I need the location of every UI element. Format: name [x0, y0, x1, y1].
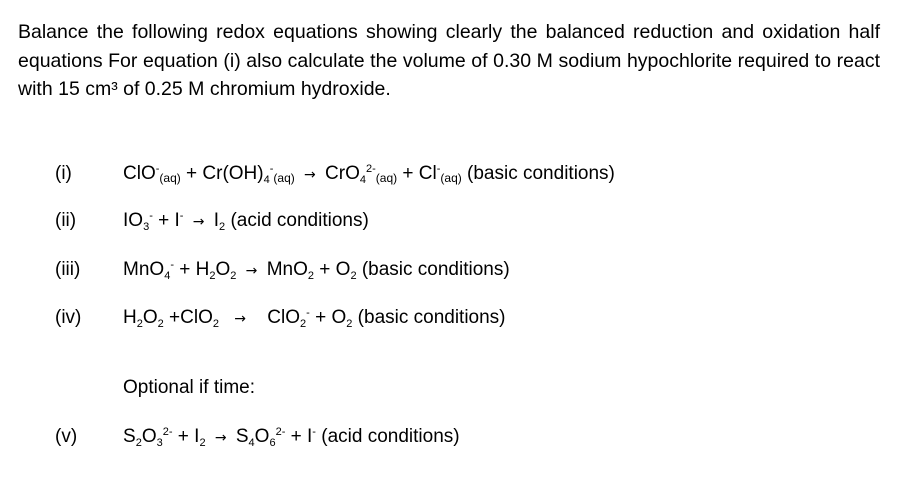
- eq-conditions: (basic conditions): [461, 163, 615, 184]
- optional-heading: Optional if time:: [123, 377, 255, 398]
- eq-text: H: [123, 307, 137, 328]
- eq-text: + I: [285, 426, 313, 447]
- eq-subscript: 2: [209, 270, 216, 282]
- equation-number: (v): [55, 426, 78, 447]
- reaction-arrow-icon: →: [304, 167, 316, 183]
- eq-subscript: 2: [350, 270, 357, 282]
- eq-subscript: 4: [164, 270, 171, 282]
- equation-number: (i): [55, 163, 72, 184]
- eq-subscript: 2: [219, 221, 226, 233]
- eq-text: + O: [314, 259, 351, 280]
- question-text: Balance the following redox equations showing clearly the balanced reduction and oxidation half equations For equation (i) also calculate the volume of 0.30 M sodium hypochlorite required to react with 15 cm³ of 0.25 M chromium hydroxide.: [18, 21, 880, 100]
- eq-subscript: 4: [263, 174, 270, 186]
- eq-text: S: [235, 426, 249, 447]
- eq-text: + I: [152, 210, 180, 231]
- eq-subscript: 4: [248, 437, 255, 449]
- eq-charge: -: [155, 163, 160, 175]
- eq-charge: -: [312, 426, 316, 438]
- eq-text: O: [142, 307, 158, 328]
- eq-text: + O: [309, 307, 347, 328]
- eq-subscript: 2: [307, 270, 314, 282]
- eq-text: O: [141, 426, 157, 447]
- eq-state: (aq): [375, 171, 398, 185]
- eq-charge: -: [179, 210, 184, 222]
- eq-state: (aq): [273, 171, 295, 185]
- reaction-arrow-icon: →: [214, 430, 227, 446]
- equation-number: (ii): [55, 210, 77, 231]
- equation-number: (iii): [55, 259, 81, 280]
- eq-charge: -: [306, 307, 310, 319]
- eq-text: + Cl: [397, 163, 437, 184]
- equation-iii: [123, 256, 510, 285]
- eq-charge: -: [149, 210, 153, 222]
- eq-subscript: 2: [212, 318, 219, 330]
- eq-text: IO: [123, 210, 144, 231]
- eq-text: + I: [172, 426, 200, 447]
- equation-row-v: [0, 423, 914, 451]
- equation-i: [123, 160, 615, 189]
- eq-charge: 2-: [366, 163, 376, 175]
- eq-charge: 2-: [275, 426, 286, 438]
- eq-text: I: [213, 210, 220, 231]
- eq-charge: -: [170, 259, 174, 271]
- eq-subscript: 2: [300, 318, 307, 330]
- eq-subscript: 2: [199, 437, 206, 449]
- eq-subscript: 3: [143, 221, 150, 233]
- eq-text: ClO: [123, 163, 156, 184]
- eq-text: CrO: [325, 163, 360, 184]
- eq-state: (aq): [440, 171, 462, 185]
- eq-subscript: 2: [230, 270, 237, 282]
- eq-text: + H: [173, 259, 210, 280]
- reaction-arrow-icon: →: [234, 311, 247, 327]
- equation-ii: [123, 207, 369, 236]
- eq-subscript: 2: [136, 318, 143, 330]
- eq-text: ClO: [267, 307, 301, 328]
- reaction-arrow-icon: →: [245, 263, 258, 279]
- eq-subscript: 2: [135, 437, 142, 449]
- eq-state: (aq): [159, 171, 181, 185]
- equation-row-iv: [0, 304, 914, 332]
- eq-conditions: (acid conditions): [225, 210, 369, 231]
- eq-subscript: 2: [157, 318, 164, 330]
- eq-text: +ClO: [163, 307, 213, 328]
- eq-charge: -: [269, 163, 274, 175]
- equation-iv: [123, 304, 506, 333]
- equation-v: [123, 423, 460, 452]
- eq-text: O: [254, 426, 270, 447]
- equation-row-ii: [0, 207, 914, 235]
- equation-number: (iv): [55, 307, 82, 328]
- eq-text: MnO: [123, 259, 165, 280]
- eq-subscript: 4: [359, 174, 366, 186]
- equation-row-iii: [0, 256, 914, 284]
- equation-row-i: [0, 160, 914, 188]
- eq-text: O: [215, 259, 231, 280]
- eq-text: + Cr(OH): [180, 163, 264, 184]
- eq-subscript: 3: [156, 437, 163, 449]
- eq-conditions: (basic conditions): [356, 259, 510, 280]
- eq-charge: 2-: [162, 426, 173, 438]
- eq-text: S: [123, 426, 136, 447]
- eq-conditions: (basic conditions): [352, 307, 506, 328]
- eq-text: MnO: [266, 259, 308, 280]
- eq-subscript: 6: [269, 437, 276, 449]
- eq-subscript: 2: [346, 318, 353, 330]
- reaction-arrow-icon: →: [192, 214, 205, 230]
- eq-conditions: (acid conditions): [315, 426, 460, 447]
- eq-charge: -: [436, 163, 441, 175]
